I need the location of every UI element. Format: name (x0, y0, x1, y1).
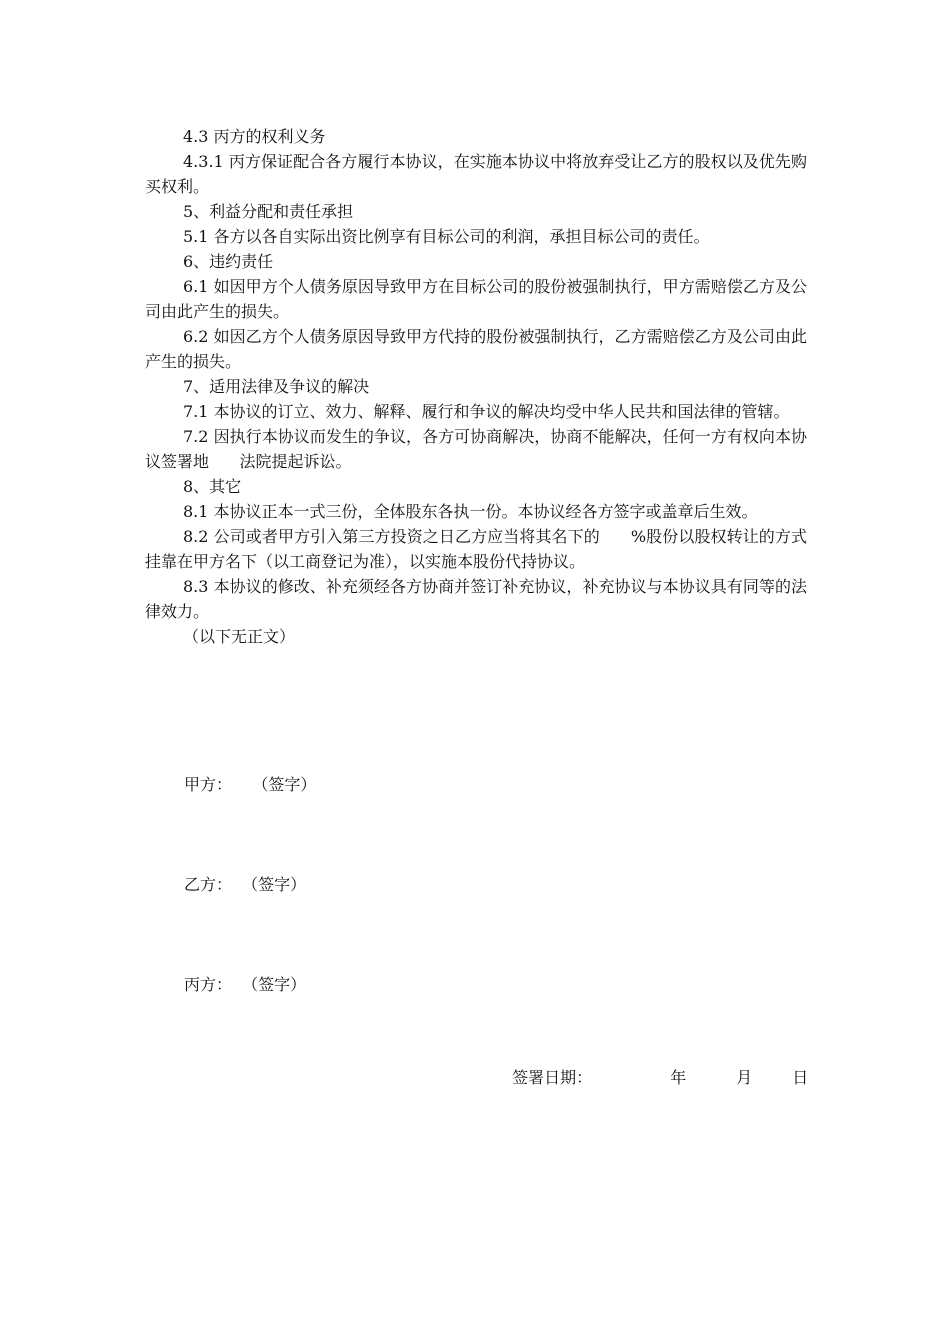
clause-7-2: 7.2 因执行本协议而发生的争议，各方可协商解决，协商不能解决，任何一方有权向本协议签署地 法院提起诉讼。 (145, 427, 807, 471)
section-6-heading: 6、违约责任 (183, 252, 274, 271)
clause-7-1: 7.1 本协议的订立、效力、解释、履行和争议的解决均受中华人民共和国法律的管辖。 (183, 402, 790, 421)
section-8-heading: 8、其它 (183, 477, 242, 496)
clause-5-1: 5.1 各方以各自实际出资比例享有目标公司的利润，承担目标公司的责任。 (183, 227, 710, 246)
party-b-signature-line: 乙方： （签字） (184, 875, 307, 894)
signing-date-label: 签署日期： (512, 1068, 593, 1087)
document-body (145, 124, 807, 649)
party-a-signature-line: 甲方： （签字） (184, 775, 317, 794)
date-month-label: 月 (736, 1068, 753, 1087)
end-of-text-note: （以下无正文） (183, 627, 296, 646)
clause-6-1: 6.1 如因甲方个人债务原因导致甲方在目标公司的股份被强制执行，甲方需赔偿乙方及公司由此产生的损失。 (145, 277, 807, 321)
clause-8-2: 8.2 公司或者甲方引入第三方投资之日乙方应当将其名下的 %股份以股权转让的方式挂靠在甲方名下（以工商登记为准），以实施本股份代持协议。 (145, 527, 807, 571)
signing-date-line (502, 1046, 808, 1088)
clause-4-3-1: 4.3.1 丙方保证配合各方履行本协议，在实施本协议中将放弃受让乙方的股权以及优先购买权利。 (145, 152, 807, 196)
clause-8-3: 8.3 本协议的修改、补充须经各方协商并签订补充协议，补充协议与本协议具有同等的法律效力。 (145, 577, 807, 621)
section-7-heading: 7、适用法律及争议的解决 (183, 377, 370, 396)
date-year-label: 年 (670, 1068, 687, 1087)
clause-8-1: 8.1 本协议正本一式三份，全体股东各执一份。本协议经各方签字或盖章后生效。 (183, 502, 758, 521)
party-c-signature-line: 丙方： （签字） (184, 975, 307, 994)
section-5-heading: 5、利益分配和责任承担 (183, 202, 354, 221)
date-day-label: 日 (792, 1068, 809, 1087)
clause-4-3-heading: 4.3 丙方的权利义务 (183, 127, 326, 146)
clause-6-2: 6.2 如因乙方个人债务原因导致甲方代持的股份被强制执行，乙方需赔偿乙方及公司由此产生的损失。 (145, 327, 807, 371)
